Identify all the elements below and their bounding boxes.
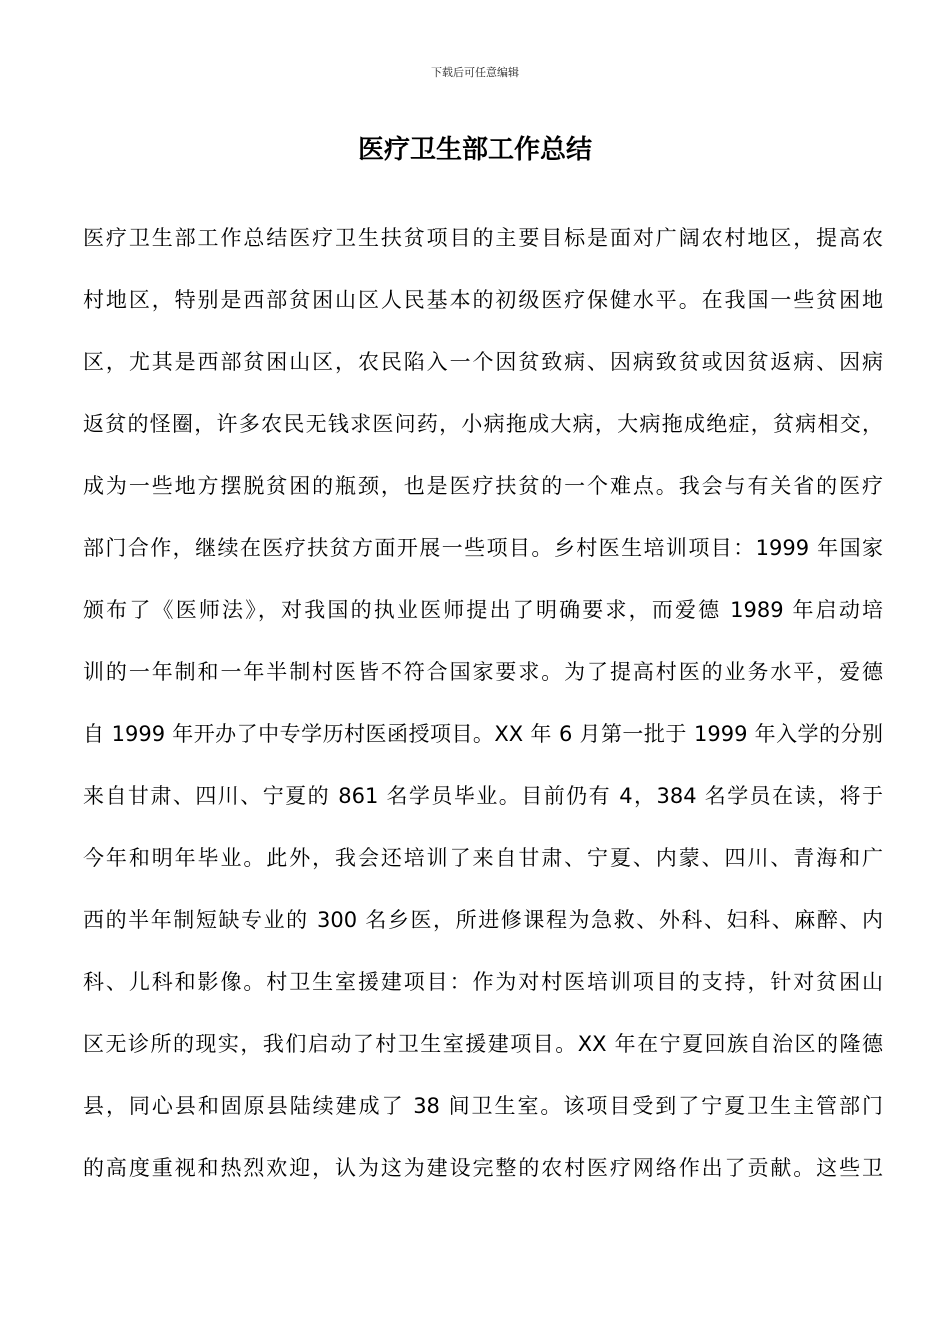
text-line: 返贫的怪圈，许多农民无钱求医问药，小病拖成大病，大病拖成绝症，贫病相交， (83, 412, 883, 436)
text-line: 区，尤其是西部贫困山区，农民陷入一个因贫致病、因病致贫或因贫返病、因病 (83, 350, 883, 374)
text-line: 县，同心县和固原县陆续建成了 38 间卫生室。该项目受到了宁夏卫生主管部门 (83, 1094, 883, 1118)
text-line: 成为一些地方摆脱贫困的瓶颈，也是医疗扶贫的一个难点。我会与有关省的医疗 (83, 474, 883, 498)
text-line: 区无诊所的现实，我们启动了村卫生室援建项目。XX 年在宁夏回族自治区的隆德 (83, 1032, 883, 1056)
text-line: 的高度重视和热烈欢迎，认为这为建设完整的农村医疗网络作出了贡献。这些卫 (83, 1156, 883, 1180)
document-title: 医疗卫生部工作总结 (357, 135, 592, 165)
text-line: 西的半年制短缺专业的 300 名乡医，所进修课程为急救、外科、妇科、麻醉、内 (83, 908, 883, 932)
text-line: 科、儿科和影像。村卫生室援建项目：作为对村医培训项目的支持，针对贫困山 (83, 970, 883, 994)
text-line: 自 1999 年开办了中专学历村医函授项目。XX 年 6 月第一批于 1999 年入学的分别 (83, 722, 883, 746)
header-note: 下载后可任意编辑 (431, 66, 519, 79)
text-line: 颁布了《医师法》，对我国的执业医师提出了明确要求，而爱德 1989 年启动培 (83, 598, 883, 622)
text-line: 来自甘肃、四川、宁夏的 861 名学员毕业。目前仍有 4，384 名学员在读，将于 (83, 784, 883, 808)
text-line: 村地区，特别是西部贫困山区人民基本的初级医疗保健水平。在我国一些贫困地 (83, 288, 883, 312)
text-line: 医疗卫生部工作总结医疗卫生扶贫项目的主要目标是面对广阔农村地区，提高农 (83, 226, 883, 250)
text-line: 部门合作，继续在医疗扶贫方面开展一些项目。乡村医生培训项目：1999 年国家 (83, 536, 883, 560)
text-line: 训的一年制和一年半制村医皆不符合国家要求。为了提高村医的业务水平，爱德 (83, 660, 883, 684)
text-line: 今年和明年毕业。此外，我会还培训了来自甘肃、宁夏、内蒙、四川、青海和广 (83, 846, 883, 870)
body-text (83, 220, 883, 1212)
